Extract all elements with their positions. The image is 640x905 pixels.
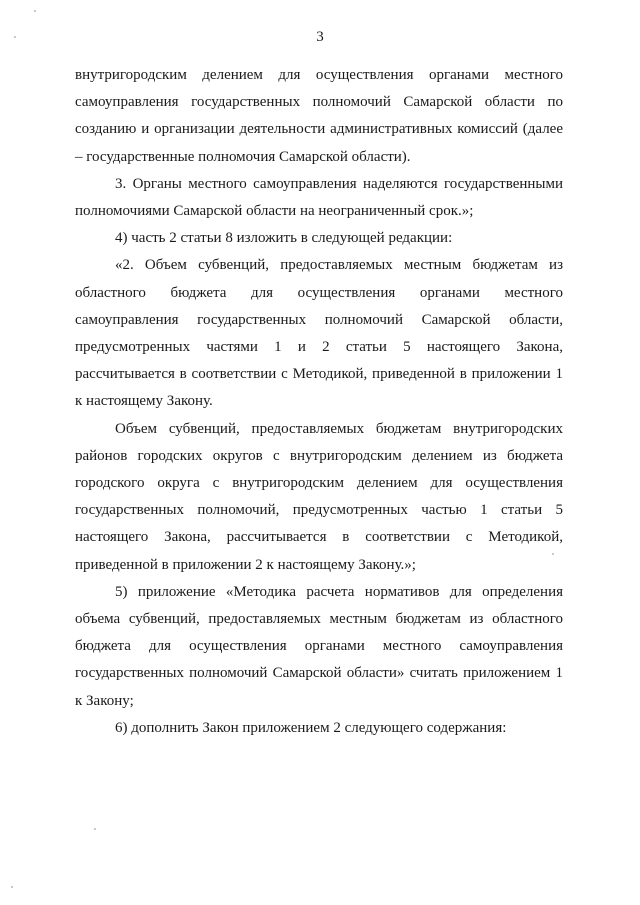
- paragraph-4: «2. Объем субвенций, предоставляемых местным бюджетам из областного бюджета для осуществления органами местного самоуправления государственных полномочий Самарской области, предусмотренных частями 1 и 2 статьи 5 настоящего Закона, рассчитывается в соответствии с Методикой, приведенной в приложении 1 к настоящему Закону.: [75, 257, 563, 410]
- scan-speck: [34, 10, 36, 12]
- paragraph-1: внутригородским делением для осуществления органами местного самоуправления государственных полномочий Самарской области по созданию и организации деятельности административных комиссий (далее – государственные полномочия Самарской области).: [75, 67, 563, 165]
- scan-speck: [11, 886, 13, 888]
- page-number: 3: [316, 29, 324, 45]
- paragraph-6: 5) приложение «Методика расчета нормативов для определения объема субвенций, предоставляемых местным бюджетам из областного бюджета для осуществления органами местного самоуправления государственных полномочий Самарской области» считать приложением 1 к Закону;: [75, 583, 563, 709]
- scan-speck: [14, 36, 16, 38]
- paragraph-2: 3. Органы местного самоуправления наделяются государственными полномочиями Самарской области на неограниченный срок.»;: [75, 175, 563, 220]
- paragraph-7: 6) дополнить Закон приложением 2 следующего содержания:: [115, 719, 507, 736]
- document-body: [75, 62, 563, 742]
- scan-speck: [94, 828, 96, 830]
- paragraph-5: Объем субвенций, предоставляемых бюджетам внутригородских районов городских округов с внутригородским делением из бюджета городского округа с внутригородским делением для осуществления государственных полномочий, предусмотренных частью 1 статьи 5 настоящего Закона, рассчитывается в соответствии с Методикой, приведенной в приложении 2 к настоящему Закону.»;: [75, 420, 563, 573]
- scan-speck: [552, 553, 554, 555]
- paragraph-3: 4) часть 2 статьи 8 изложить в следующей редакции:: [115, 230, 453, 247]
